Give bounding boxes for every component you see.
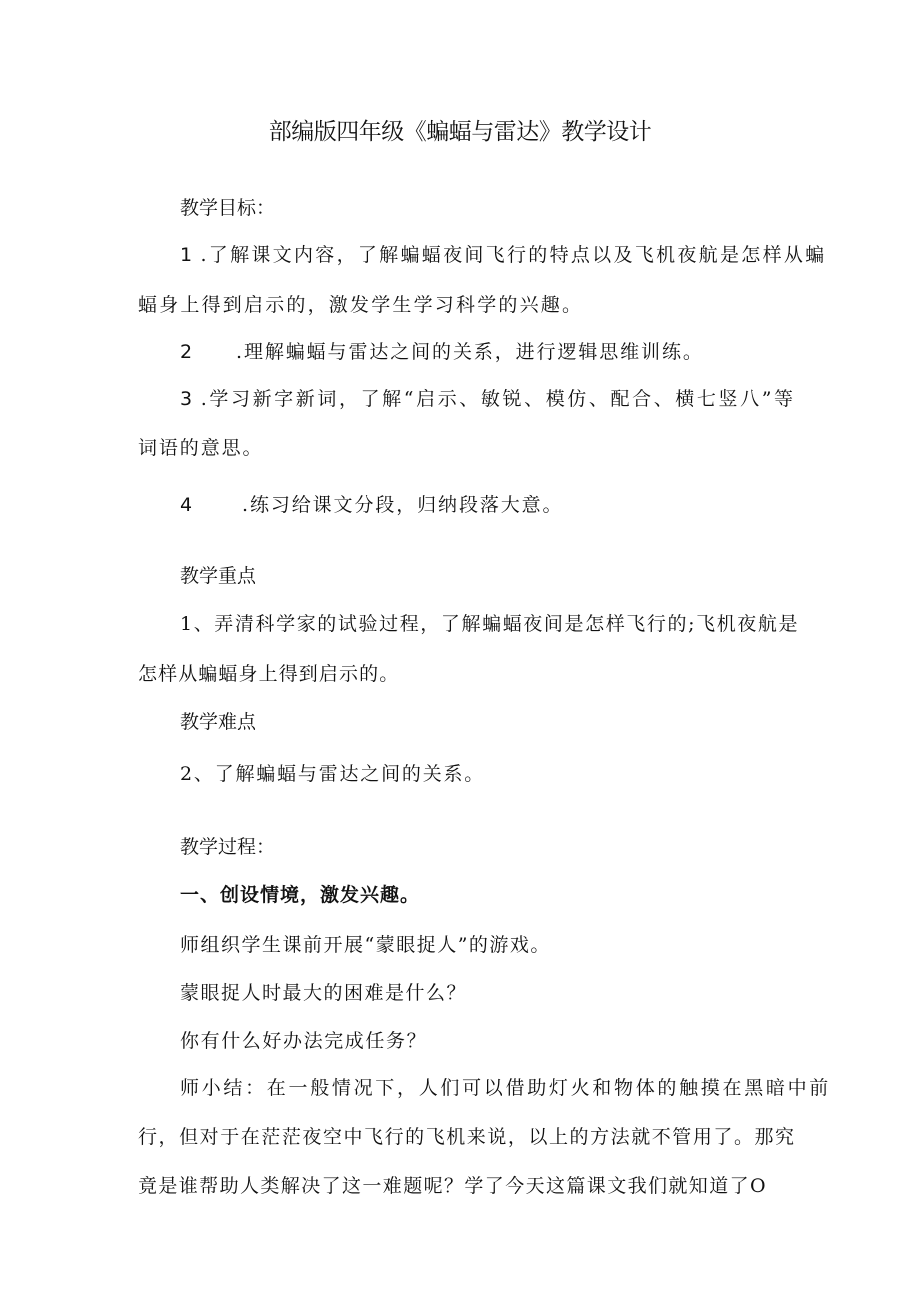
- objective-3-line-2: 词语的意思。: [138, 437, 264, 459]
- objective-1-line-2: 蝠身上得到启示的，激发学生学习科学的兴趣。: [138, 294, 584, 316]
- objective-1-line-1: [180, 240, 826, 267]
- objectives-heading: 教学目标：: [180, 197, 276, 219]
- process-heading: 教学过程：: [180, 836, 276, 858]
- objective-2-text: .理解蝙蝠与雷达之间的关系，进行逻辑思维训练。: [236, 341, 704, 363]
- objective-1-number: 1: [180, 244, 193, 266]
- objective-3-line-1: [180, 384, 796, 411]
- objective-4-text: .练习给课文分段，归纳段落大意。: [242, 494, 564, 516]
- objective-2: [180, 337, 704, 364]
- objective-3-number: 3: [180, 388, 193, 410]
- objective-3-text: .学习新字新词，了解“启示、敏锐、模仿、配合、横七竖八”等: [200, 388, 796, 410]
- section-1-heading: 一、创设情境，激发兴趣。: [180, 884, 421, 906]
- summary-line-2: 行，但对于在茫茫夜空中飞行的飞机来说，以上的方法就不管用了。那究: [138, 1126, 796, 1148]
- process-paragraph-1: 师组织学生课前开展“蒙眼捉人”的游戏。: [180, 934, 551, 956]
- summary-line-1: 师小结：在一般情况下，人们可以借助灯火和物体的触摸在黑暗中前: [180, 1077, 832, 1099]
- document-title: 部编版四年级《蝙蝠与雷达》教学设计: [268, 119, 652, 145]
- key-points-line-2: 怎样从蝙蝠身上得到启示的。: [138, 663, 400, 685]
- process-paragraph-2: 蒙眼捉人时最大的困难是什么？: [180, 982, 468, 1004]
- objective-2-number: 2: [180, 341, 193, 363]
- process-paragraph-3: 你有什么好办法完成任务？: [180, 1030, 428, 1052]
- key-points-line-1: 1、弄清科学家的试验过程，了解蝙蝠夜间是怎样飞行的;飞机夜航是: [180, 613, 800, 635]
- summary-line-3: 竟是谁帮助人类解决了这一难题呢？学了今天这篇课文我们就知道了O: [138, 1175, 767, 1197]
- key-points-heading: 教学重点: [180, 565, 257, 587]
- objective-4: [180, 490, 563, 517]
- difficulties-heading: 教学难点: [180, 711, 257, 733]
- objective-1-text: .了解课文内容，了解蝙蝠夜间飞行的特点以及飞机夜航是怎样从蝙: [200, 244, 827, 266]
- difficulties-line-1: 2、了解蝙蝠与雷达之间的关系。: [180, 763, 486, 785]
- objective-4-number: 4: [180, 494, 193, 516]
